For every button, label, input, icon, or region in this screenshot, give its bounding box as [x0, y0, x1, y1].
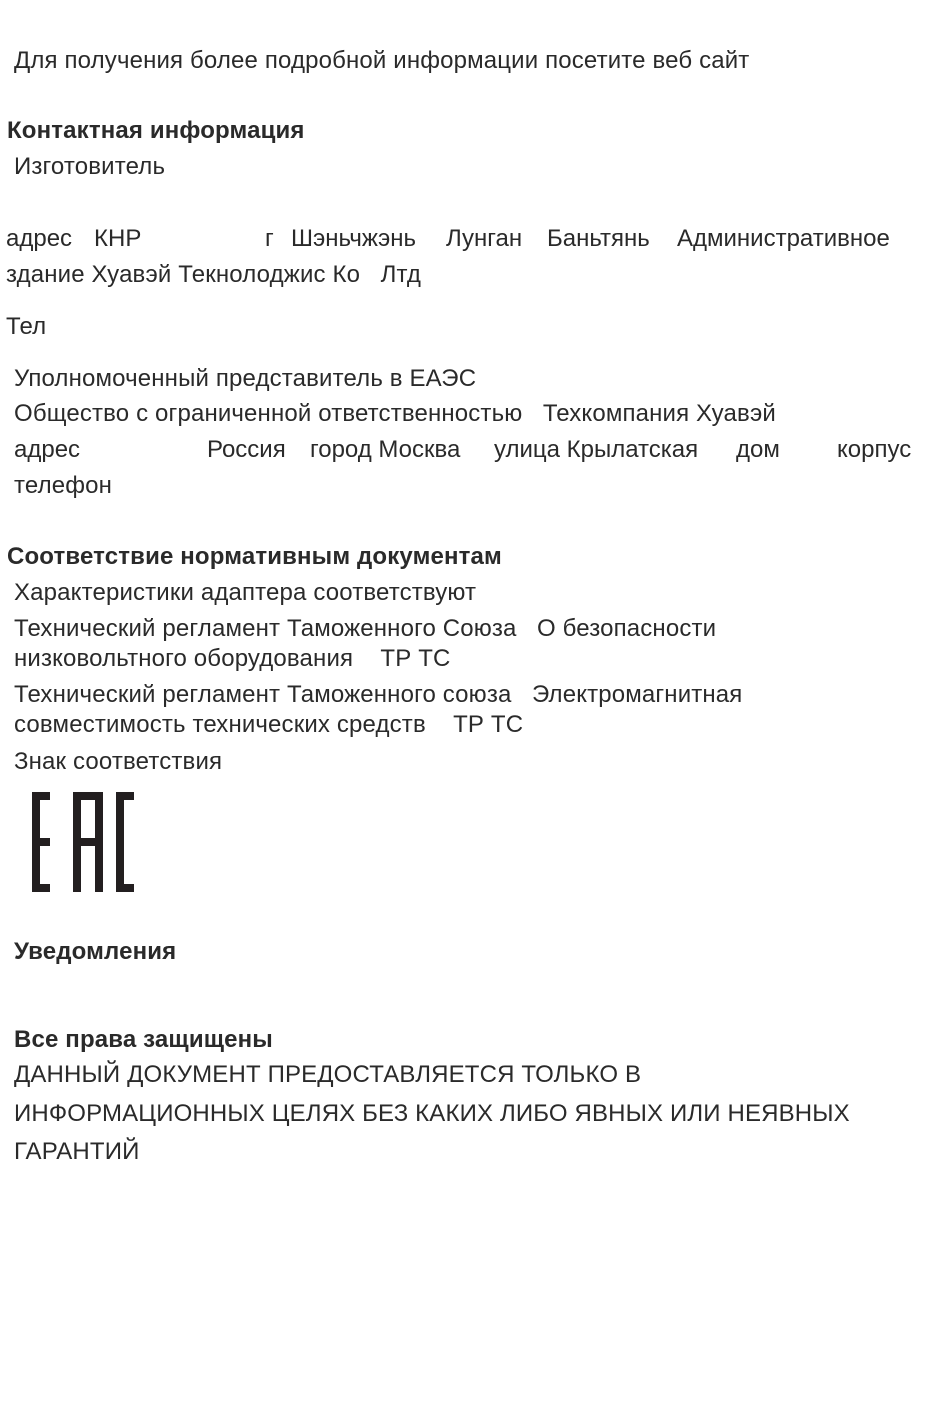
disclaimer-line-1: ДАННЫЙ ДОКУМЕНТ ПРЕДОСТАВЛЯЕТСЯ ТОЛЬКО В [14, 1061, 642, 1088]
rep-address-country: Россия [207, 436, 286, 463]
disclaimer-line-2: ИНФОРМАЦИОННЫХ ЦЕЛЯХ БЕЗ КАКИХ ЛИБО ЯВНЫХ ИЛИ НЕЯВНЫХ [14, 1100, 850, 1127]
rep-address-house: дом [736, 436, 780, 463]
regulation-2-line-1: Технический регламент Таможенного союза Электромагнитная [14, 681, 743, 708]
phone-label: Тел [6, 313, 47, 340]
conformity-mark-label: Знак соответствия [14, 748, 223, 775]
rep-address-street: улица Крылатская [494, 436, 699, 463]
website-info-line: Для получения более подробной информации посетите веб сайт [14, 47, 750, 74]
address-country: КНР [94, 225, 142, 252]
manufacturer-label: Изготовитель [14, 153, 166, 180]
rights-heading: Все права защищены [14, 1026, 273, 1053]
regulation-2-line-2: совместимость технических средств ТР ТС [14, 711, 524, 738]
address-subdistrict: Баньтянь [547, 225, 650, 252]
rep-phone-label: телефон [14, 472, 113, 499]
contact-heading: Контактная информация [7, 117, 305, 144]
compliance-intro: Характеристики адаптера соответствуют [14, 579, 477, 606]
address-city: Шэньчжэнь [291, 225, 416, 252]
eaeu-representative-label: Уполномоченный представитель в ЕАЭС [14, 365, 477, 392]
regulation-1-line-1: Технический регламент Таможенного Союза О безопасности [14, 615, 717, 642]
rep-address-city: город Москва [310, 436, 461, 463]
regulation-1-line-2: низковольтного оборудования ТР ТС [14, 645, 451, 672]
address-city-prefix: г [265, 225, 274, 252]
address-district: Лунган [446, 225, 523, 252]
address-label: адрес [6, 225, 73, 252]
address-building-type: Административное [677, 225, 890, 252]
notices-heading: Уведомления [14, 938, 177, 965]
address-line-2: здание Хуавэй Текнолоджис Ко Лтд [6, 261, 421, 288]
compliance-heading: Соответствие нормативным документам [7, 543, 502, 570]
eac-mark-logo [30, 790, 136, 894]
rep-address-building: корпус [837, 436, 912, 463]
rep-address-label: адрес [14, 436, 81, 463]
representative-company: Общество с ограниченной ответственностью Техкомпания Хуавэй [14, 400, 776, 427]
disclaimer-line-3: ГАРАНТИЙ [14, 1138, 140, 1165]
